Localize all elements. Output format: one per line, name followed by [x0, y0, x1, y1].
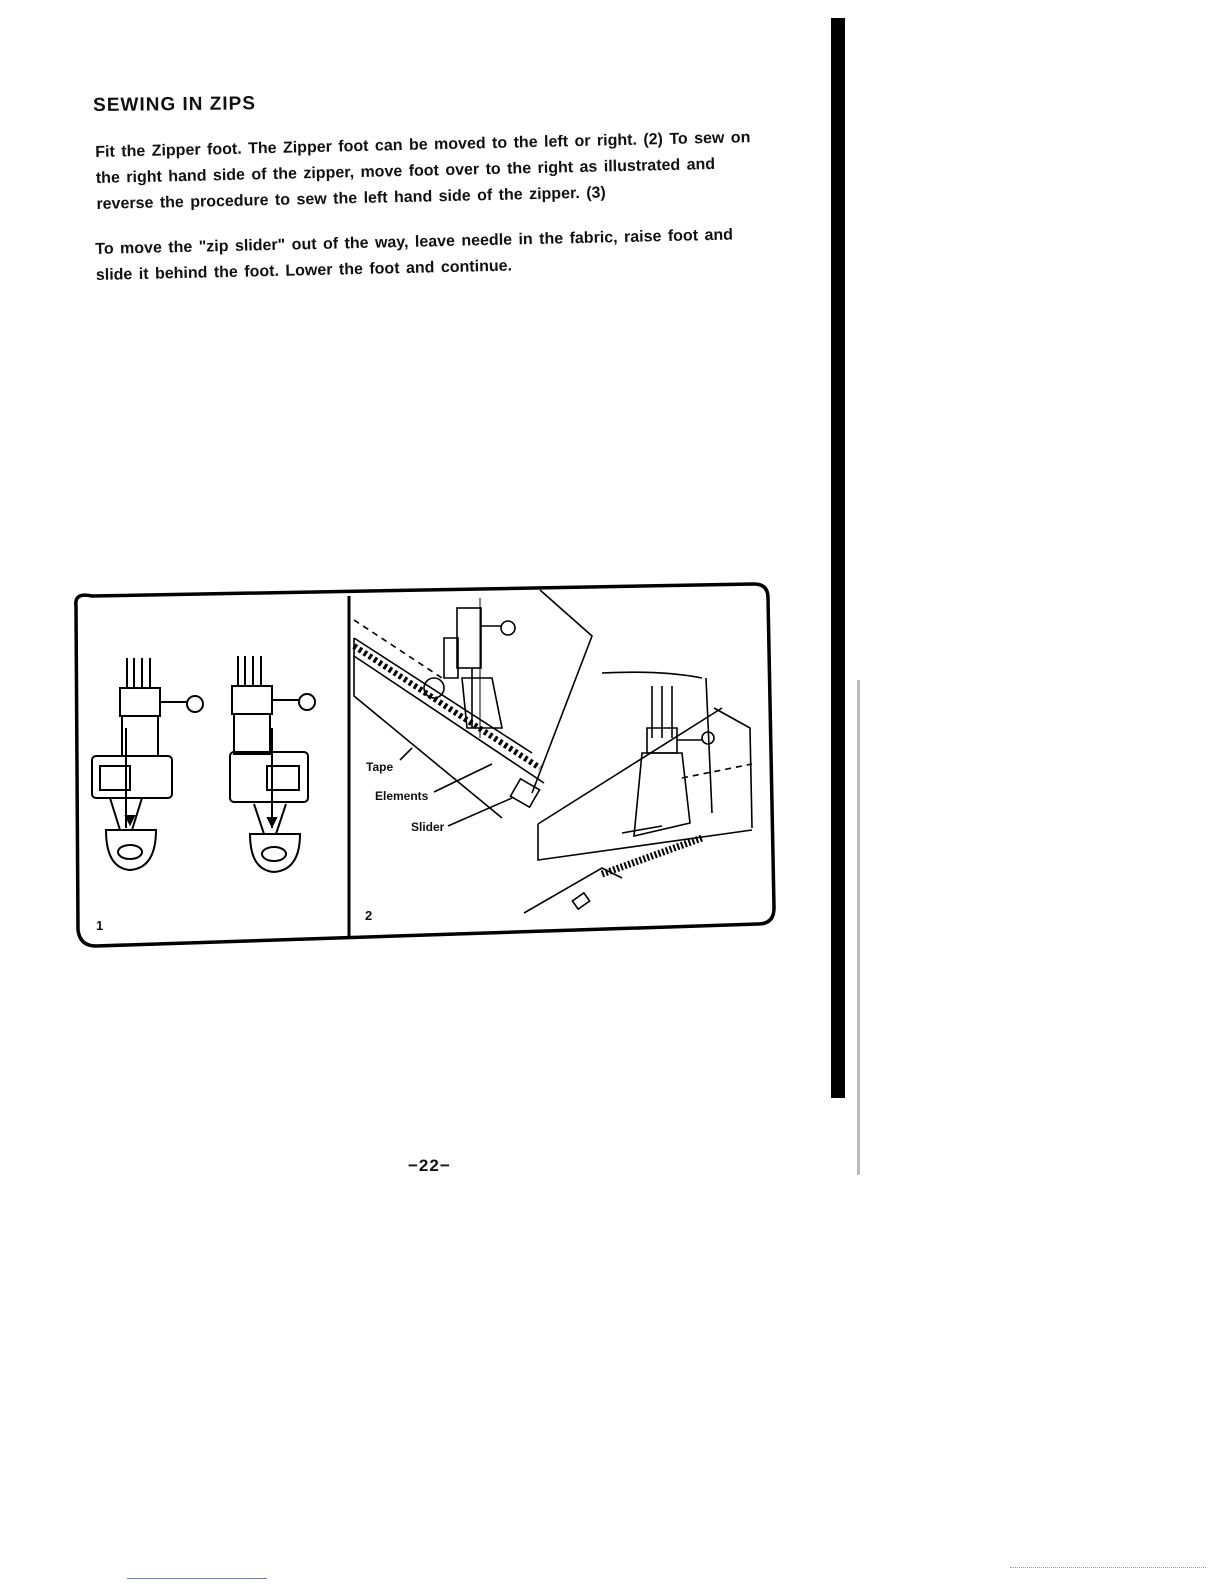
zipper-foot-left-position-icon: [92, 658, 203, 870]
figure-2-label: 2: [365, 908, 373, 923]
callout-elements: Elements: [375, 789, 429, 803]
binding-edge-bar: [831, 18, 845, 1098]
section-heading: SEWING IN ZIPS: [93, 93, 257, 116]
callout-tape: Tape: [366, 760, 394, 774]
paragraph-move-zip-slider: To move the "zip slider" out of the way, leave needle in the fabric, raise foot and slide it behind the foot. Lower the foot and continue.: [95, 226, 734, 284]
figure-1-label: 1: [96, 918, 104, 933]
page-number: −22−: [408, 1156, 451, 1175]
scan-artifact-line: [127, 1578, 267, 1579]
zipper-sewing-illustration: [354, 590, 752, 913]
figure-frame: [76, 584, 774, 946]
binding-edge-shadow: [857, 680, 860, 1175]
zipper-foot-illustration-panel: [62, 578, 778, 950]
callout-slider: Slider: [411, 820, 445, 834]
zipper-foot-right-position-icon: [230, 656, 315, 872]
scan-artifact-dots: [1010, 1567, 1206, 1568]
paragraph-fit-zipper-foot: Fit the Zipper foot. The Zipper foot can be moved to the left or right. (2) To sew on the right hand side of the zipper, move foot over to the right as illustrated and reverse the procedure to sew the left hand side of the zipper. (3): [95, 129, 751, 213]
